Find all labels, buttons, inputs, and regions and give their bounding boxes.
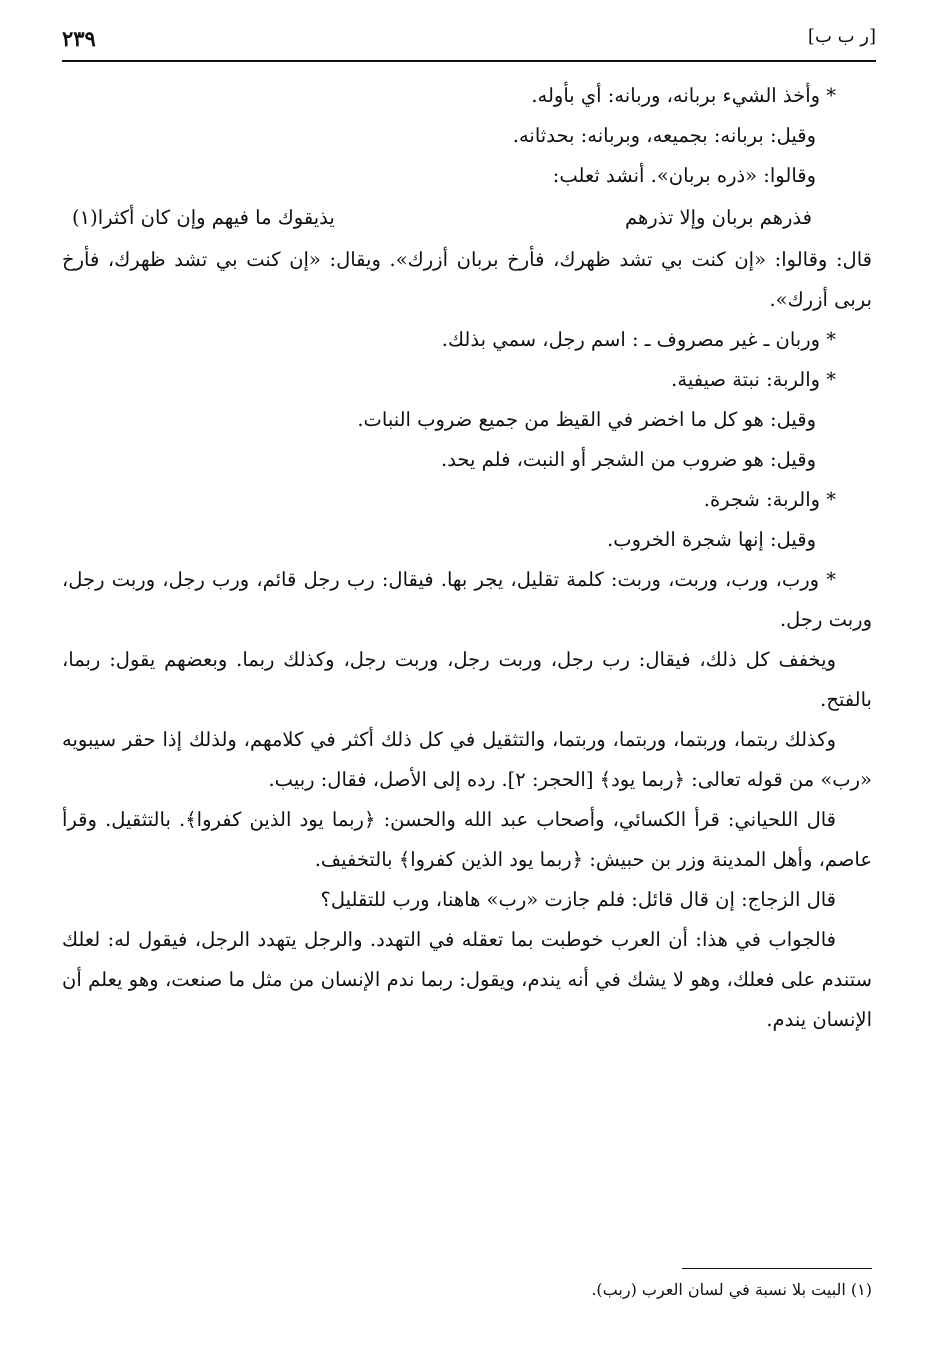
footnote: (١) البيت بلا نسبة في لسان العرب (ربب).	[591, 1280, 872, 1299]
paragraph: قال: وقالوا: «إن كنت بي تشد ظهرك، فأرخ بربان أزرك». ويقال: «إن كنت بي تشد ظهرك، فأرخ بربى أزرك».	[62, 248, 872, 311]
paragraph: ويخفف كل ذلك، فيقال: رب رجل، وربت رجل، وربت رجل، وكذلك ربما. وبعضهم يقول: ربما، بالفتح.	[62, 648, 872, 711]
running-header	[62, 26, 876, 56]
paragraph: وقالوا: «ذره بربان». أنشد ثعلب:	[552, 164, 816, 187]
verse-first-hemistich: فذرهم بربان وإلا تذرهم	[624, 206, 812, 229]
paragraph: وكذلك ربتما، وربتما، وربتما، وربتما، والتثقيل في كل ذلك أكثر في كلامهم، ولذلك إذا حقر سيبويه «رب» من قوله تعالى: ﴿ربما يود﴾ [الحجر: ٢]. رده إلى الأصل، فقال: ربيب.	[62, 728, 872, 791]
entry-body	[62, 76, 872, 1040]
paragraph: * وربان ـ غير مصروف ـ : اسم رجل، سمي بذلك.	[441, 328, 836, 351]
paragraph: * والربة: شجرة.	[703, 488, 836, 511]
paragraph: وقيل: إنها شجرة الخروب.	[607, 528, 816, 551]
poetry-verse	[62, 198, 872, 238]
paragraph: قال الزجاج: إن قال قائل: فلم جازت «رب» هاهنا، ورب للتقليل؟	[320, 888, 836, 911]
paragraph: قال اللحياني: قرأ الكسائي، وأصحاب عبد الله والحسن: ﴿ربما يود الذين كفروا﴾. بالتثقيل. وقرأ عاصم، وأهل المدينة وزر بن حبيش: ﴿ربما يود الذين كفروا﴾ بالتخفيف.	[62, 808, 872, 871]
verse-second-hemistich: يذيقوك ما فيهم وإن كان أكثرا(١)	[72, 206, 335, 229]
paragraph: وقيل: هو كل ما اخضر في القيظ من جميع ضروب النبات.	[357, 408, 816, 431]
paragraph: * وأخذ الشيء بربانه، وربانه: أي بأوله.	[531, 84, 836, 107]
footnote-rule	[682, 1268, 872, 1269]
paragraph: وقيل: هو ضروب من الشجر أو النبت، فلم يحد.	[441, 448, 816, 471]
page-number: ٢٣٩	[62, 26, 96, 51]
paragraph: وقيل: بربانه: بجميعه، وبربانه: بحدثانه.	[512, 124, 816, 147]
header-rule	[62, 60, 876, 62]
paragraph: * ورب، ورب، وربت، وربت: كلمة تقليل، يجر بها. فيقال: رب رجل قائم، ورب رجل، وربت رجل، وربت رجل.	[62, 568, 872, 631]
paragraph: فالجواب في هذا: أن العرب خوطبت بما تعقله في التهدد. والرجل يتهدد الرجل، فيقول له: لعلك ستندم على فعلك، وهو لا يشك في أنه يندم، ويقول: ربما ندم الإنسان من مثل ما صنعت، وهو يعلم أن الإنسان يندم.	[62, 928, 872, 1031]
paragraph: * والربة: نبتة صيفية.	[671, 368, 836, 391]
header-root-word: [ر ب ب]	[807, 26, 876, 47]
